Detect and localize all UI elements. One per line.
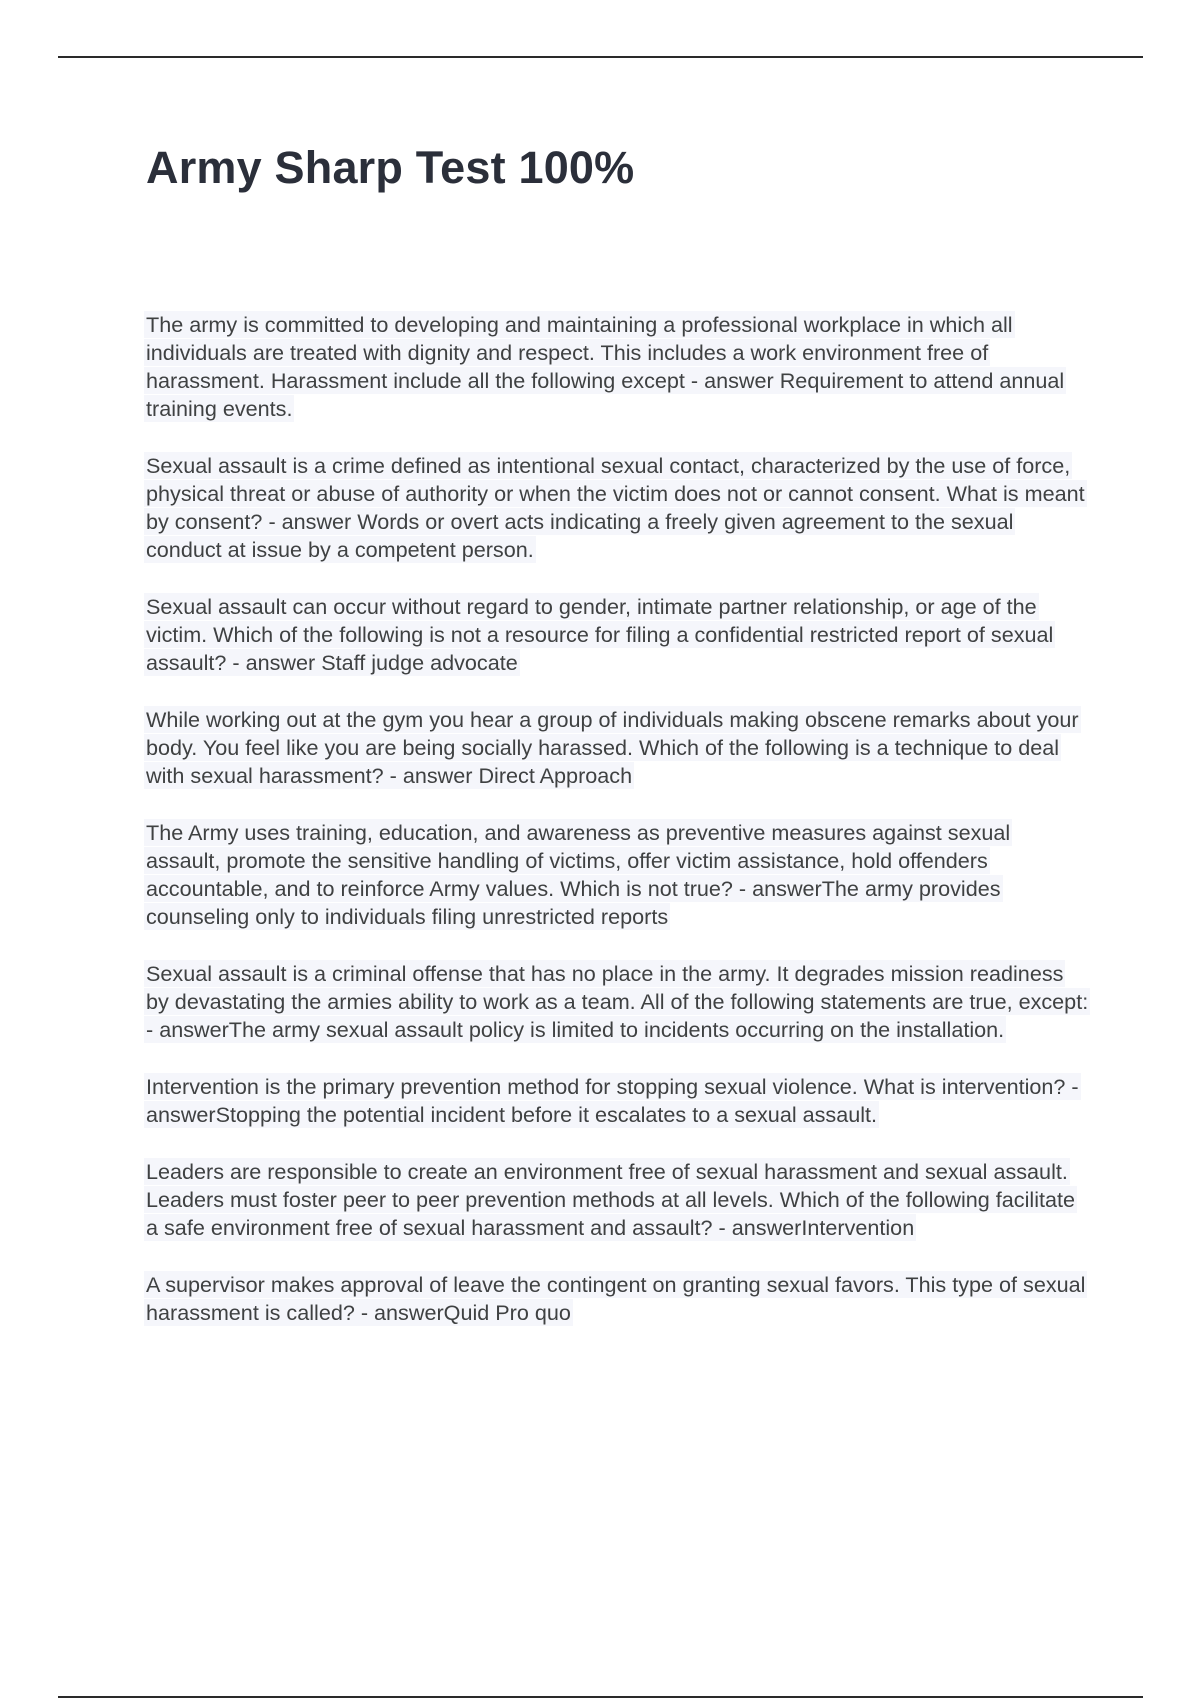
qa-item	[144, 1271, 1089, 1327]
qa-item	[144, 706, 1089, 790]
qa-item-text: The Army uses training, education, and awareness as preventive measures against sexual assault, promote the sensitive handling of victims, offer victim assistance, hold offenders accountable, and to reinforce Army values. Which is not true? - answerThe army provides counseling only to individuals filing unrestricted reports	[146, 820, 1011, 929]
qa-item-text: The army is committed to developing and maintaining a professional workplace in which all individuals are treated with dignity and respect. This includes a work environment free of harassment. Harassment include all the following except - answer Requirement to attend annual training events.	[146, 312, 1065, 421]
qa-item-text: Sexual assault is a crime defined as intentional sexual contact, characterized by the use of force, physical threat or abuse of authority or when the victim does not or cannot consent. What is meant by consent? - answer Words or overt acts indicating a freely given agreement to the sexual conduct at issue by a competent person.	[146, 453, 1085, 562]
qa-item	[144, 1158, 1089, 1242]
qa-item-text: Sexual assault can occur without regard to gender, intimate partner relationship, or age of the victim. Which of the following is not a resource for filing a confidential restricted report of sexual assault? - answer Staff judge advocate	[146, 594, 1054, 675]
page-title: Army Sharp Test 100%	[146, 142, 635, 193]
qa-item-text: Leaders are responsible to create an environment free of sexual harassment and sexual assault. Leaders must foster peer to peer prevention methods at all levels. Which of the following facilitate a safe environment free of sexual harassment and assault? - answerIntervention	[146, 1159, 1076, 1240]
qa-list	[144, 311, 1089, 1356]
qa-item	[144, 819, 1089, 931]
qa-item-text: While working out at the gym you hear a group of individuals making obscene remarks about your body. You feel like you are being socially harassed. Which of the following is a technique to deal with sexual harassment? - answer Direct Approach	[146, 707, 1079, 788]
top-divider	[58, 56, 1143, 58]
qa-item	[144, 1073, 1089, 1129]
qa-item	[144, 452, 1089, 564]
qa-item-text: Sexual assault is a criminal offense that has no place in the army. It degrades mission readiness by devastating the armies ability to work as a team. All of the following statements are true, except: - answerThe army sexual assault policy is limited to incidents occurring on the installation.	[146, 961, 1089, 1042]
qa-item	[144, 311, 1089, 423]
qa-item	[144, 960, 1089, 1044]
bottom-divider	[58, 1696, 1143, 1698]
qa-item	[144, 593, 1089, 677]
qa-item-text: Intervention is the primary prevention method for stopping sexual violence. What is intervention? - answerStopping the potential incident before it escalates to a sexual assault.	[146, 1074, 1079, 1127]
qa-item-text: A supervisor makes approval of leave the contingent on granting sexual favors. This type of sexual harassment is called? - answerQuid Pro quo	[146, 1272, 1086, 1325]
